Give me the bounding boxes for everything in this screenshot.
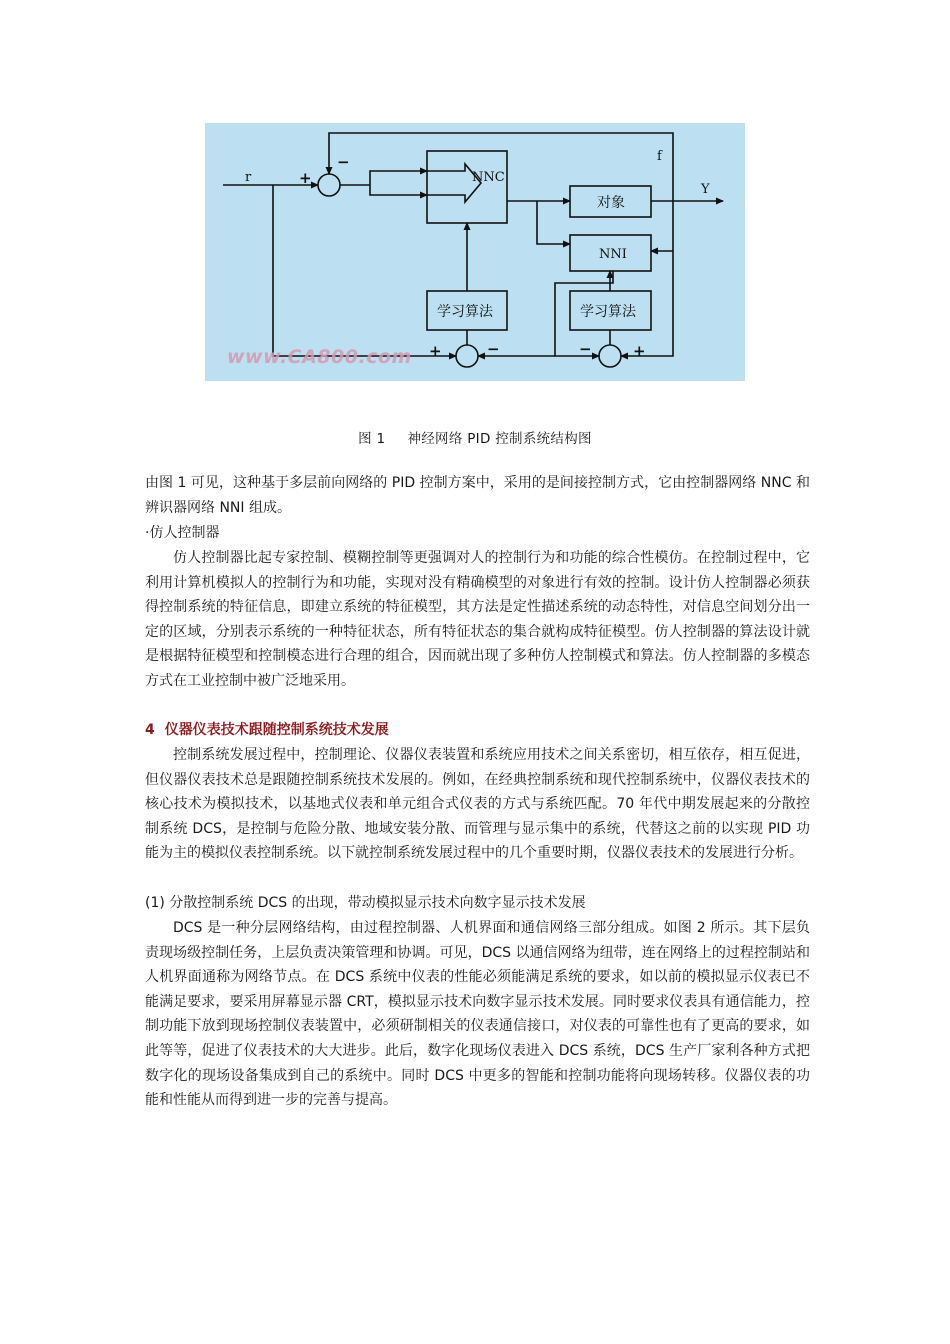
caption-text: 神经网络 PID 控制系统结构图 (407, 431, 592, 447)
label-nnc: NNC (472, 170, 505, 185)
sign-plus-bottom-right: + (633, 342, 646, 360)
label-nni: NNI (599, 247, 627, 262)
label-learning-right: 学习算法 (580, 304, 636, 320)
label-y: Y (701, 182, 710, 197)
sign-plus-bottom-left: + (429, 342, 442, 360)
sum-junction-top (318, 174, 340, 196)
sign-minus-bottom-right: − (579, 340, 592, 358)
block-diagram (205, 123, 745, 381)
sign-minus-top: − (337, 153, 350, 171)
caption-number: 图 1 (358, 431, 386, 447)
label-learning-left: 学习算法 (437, 304, 493, 320)
paragraph-instrument-follow: 控制系统发展过程中，控制理论、仪器仪表装置和系统应用技术之间关系密切，相互依存，相互促进，但仪器仪表技术总是跟随控制系统技术发展的。例如，在经典控制系统和现代控制系统中，仪器仪表技术的核心技术为模拟技术，以基地式仪表和单元组合式仪表的方式与系统匹配。70 年代中期发展起来的分散控制系统 DCS，是控制与危险分散、地域安装分散、而管理与显示集中的系统，代替这之前的以实现 PID 功能为主的模拟仪表控制系统。以下就控制系统发展过程中的几个重要时期，仪器仪表技术的发展进行分析。 (145, 747, 810, 862)
figure-caption (0, 427, 950, 447)
block-diagram-figure (205, 123, 745, 381)
paragraph-nnc-nni: 由图 1 可见，这种基于多层前向网络的 PID 控制方案中，采用的是间接控制方式，它由控制器网络 NNC 和辨识器网络 NNI 组成。 (145, 475, 810, 516)
label-plant: 对象 (597, 195, 625, 211)
paragraph-dcs: DCS 是一种分层网络结构，由过程控制器、人机界面和通信网络三部分组成。如图 2 所示。其下层负责现场级控制任务，上层负责决策管理和协调。可见，DCS 以通信网络为纽带，连在网络上的过程控制站和人机界面通称为网络节点。在 DCS 系统中仪表的性能必须能满足系统的要求，如以前的模拟显示仪表已不能满足要求，要采用屏幕显示器 CRT，模拟显示技术向数字显示技术发展。同时要求仪表具有通信能力，控制功能下放到现场控制仪表装置中，必须研制相关的仪表通信接口，对仪表的可靠性也有了更高的要求，如此等等，促进了仪表技术的大大进步。此后，数字化现场仪表进入 DCS 系统，DCS 生产厂家利各种方式把数字化的现场设备集成到自己的系统中。同时 DCS 中更多的智能和控制功能将向现场转移。仪器仪表的功能和性能从而得到进一步的完善与提高。 (145, 920, 810, 1109)
nnc-block (427, 151, 507, 223)
sum-junction-bottom-left (456, 345, 478, 367)
sum-junction-bottom-right (599, 345, 621, 367)
label-f: f (657, 149, 662, 164)
label-r: r (245, 170, 252, 185)
section-number: 4 (145, 722, 155, 738)
subheading-human-simulated: ·仿人控制器 (145, 525, 220, 541)
paragraph-human-simulated: 仿人控制器比起专家控制、模糊控制等更强调对人的控制行为和功能的综合性模仿。在控制过程中，它利用计算机模拟人的控制行为和功能，实现对没有精确模型的对象进行有效的控制。设计仿人控制器必须获得控制系统的特征信息，即建立系统的特征模型，其方法是定性描述系统的动态特性，对信息空间划分出一定的区域，分别表示系统的一种特征状态，所有特征状态的集合就构成特征模型。仿人控制器的算法设计就是根据特征模型和控制模态进行合理的组合，因而就出现了多种仿人控制模式和算法。仿人控制器的多模态方式在工业控制中被广泛地采用。 (145, 550, 810, 689)
sign-minus-bottom-left: − (487, 340, 500, 358)
sign-plus-left: + (299, 169, 312, 187)
section-heading-4 (145, 718, 810, 743)
subheading-dcs: (1) 分散控制系统 DCS 的出现，带动模拟显示技术向数字显示技术发展 (145, 895, 586, 911)
watermark: www.CA800.com (227, 346, 412, 368)
section-title: 仪器仪表技术跟随控制系统技术发展 (164, 722, 389, 738)
